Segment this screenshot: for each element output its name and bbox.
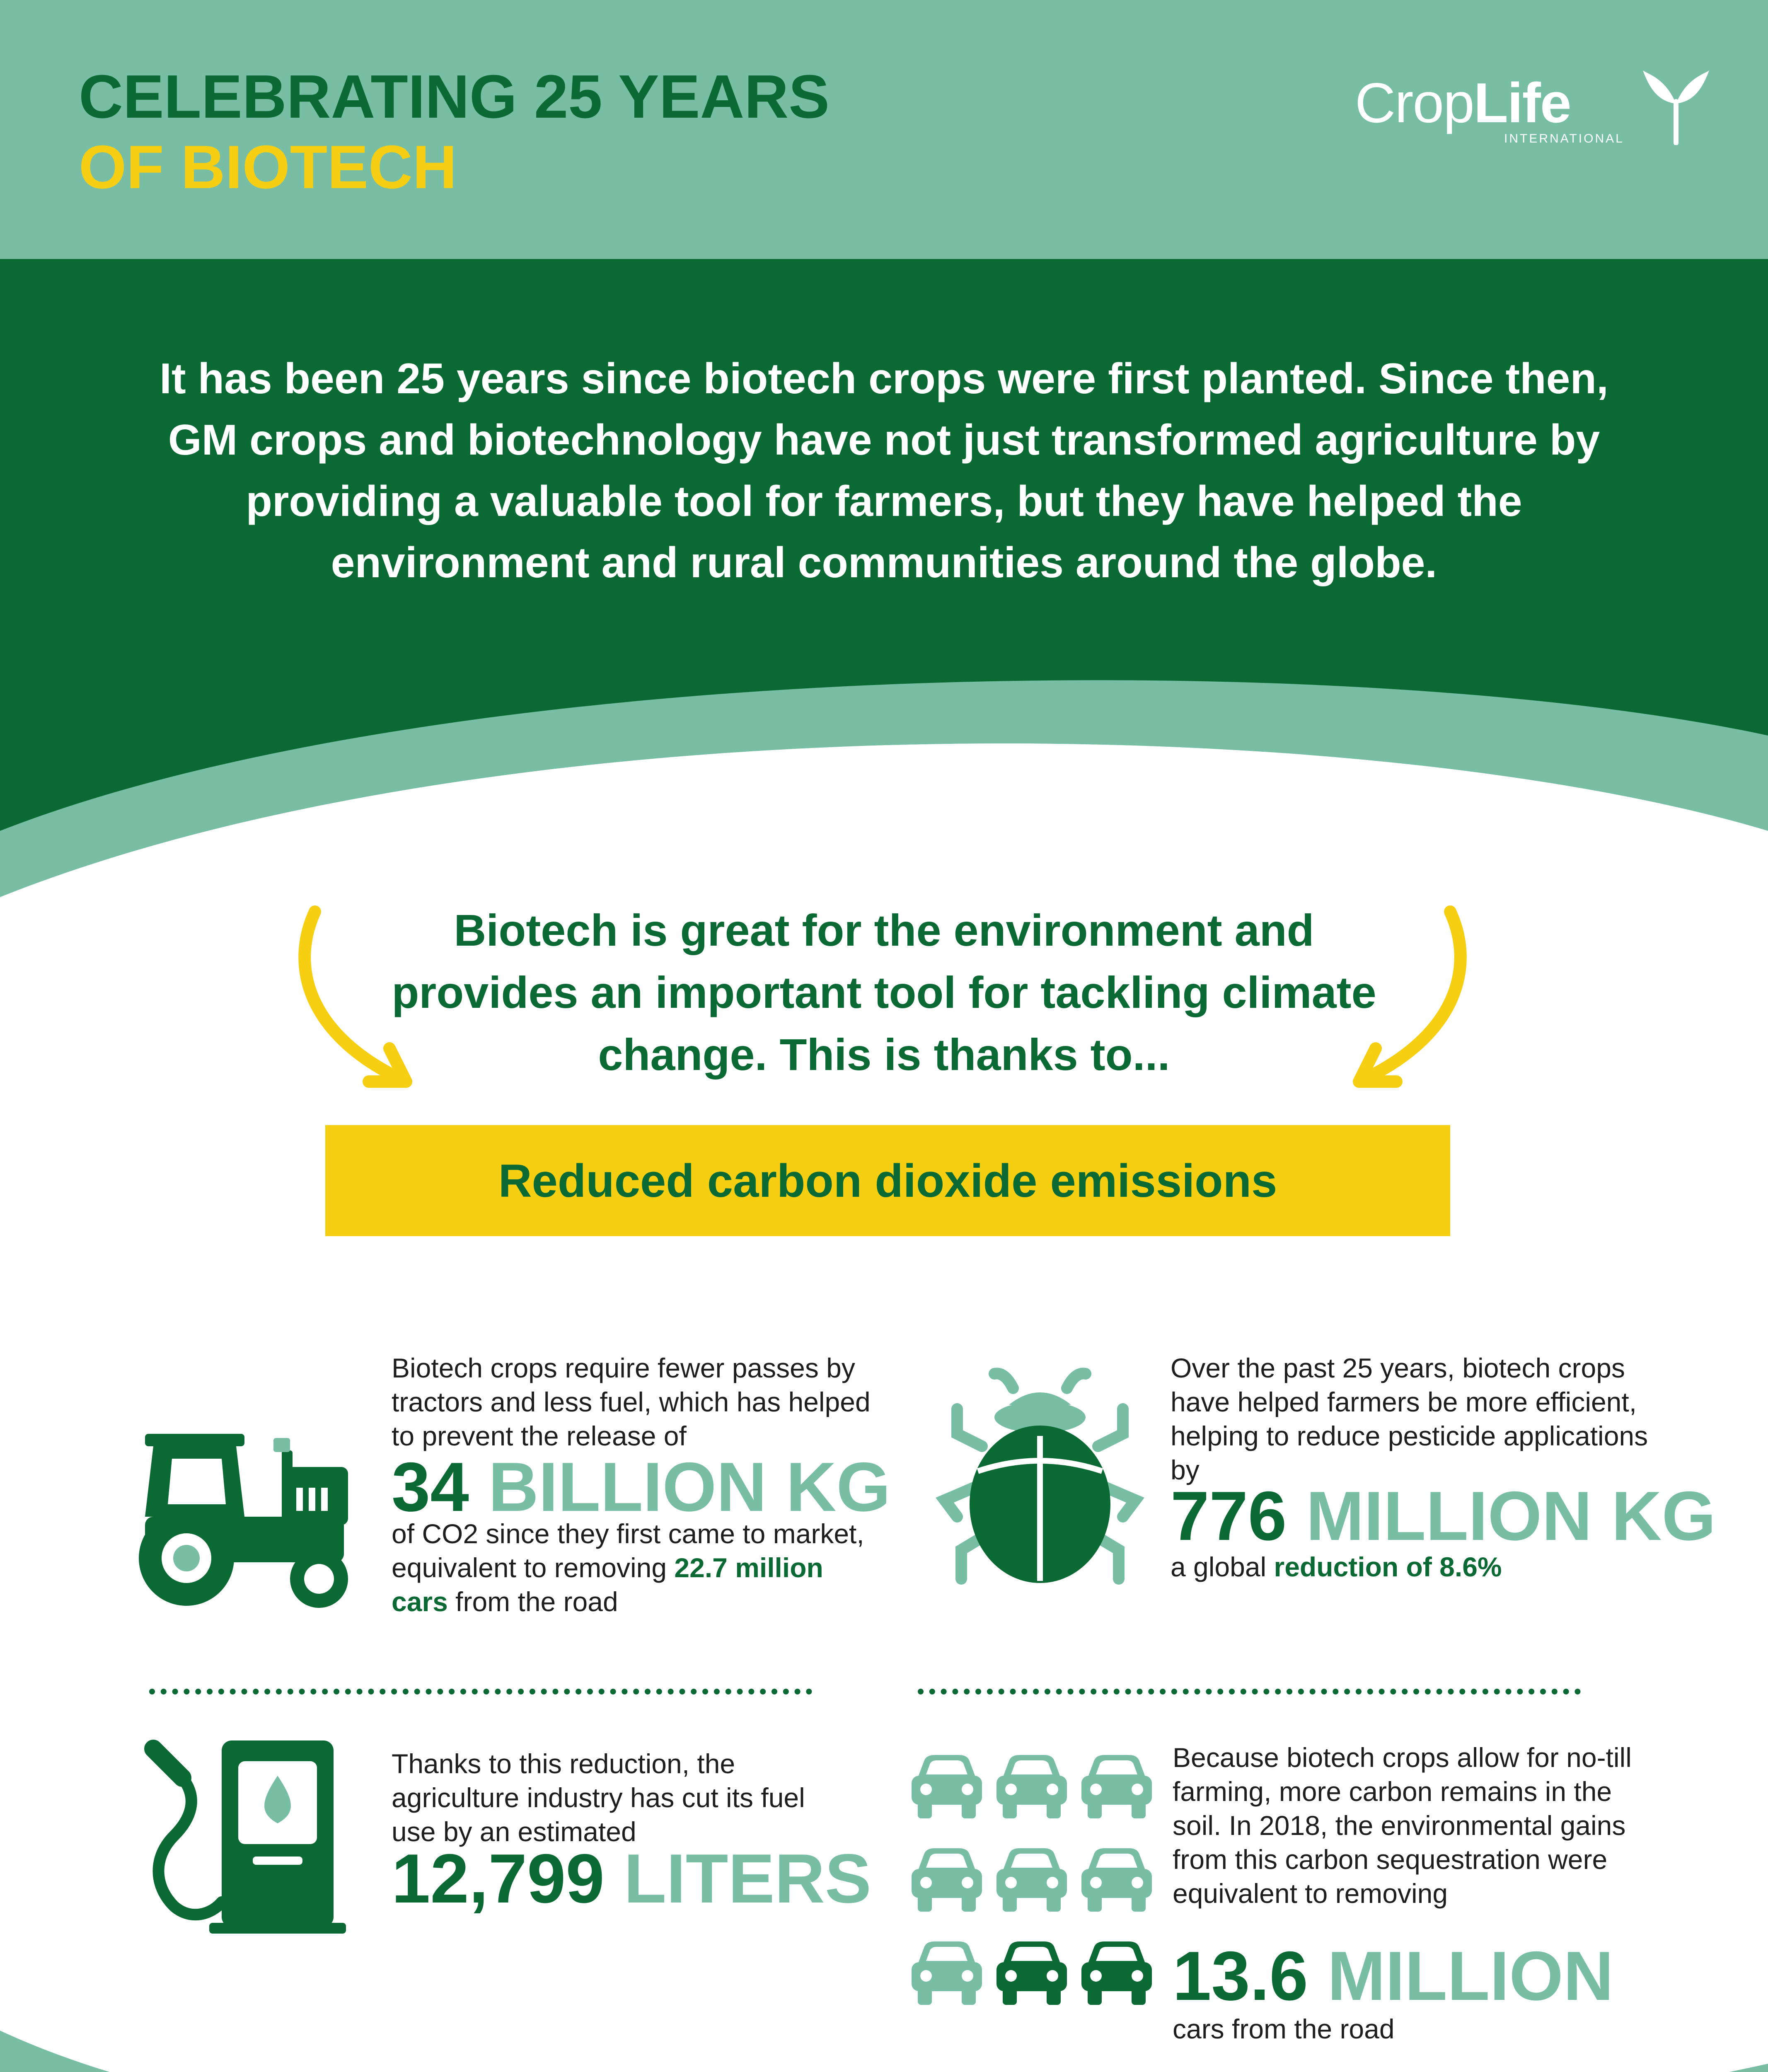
cars-stat-unit: MILLION: [1327, 1937, 1614, 2015]
car-icon-grid: [909, 1753, 1158, 2010]
divider-right: [918, 1689, 1581, 1694]
curved-arrow-right-icon: [1326, 899, 1483, 1098]
section-banner: [325, 1125, 1450, 1236]
beetle-icon: [932, 1363, 1148, 1595]
fuel-stat-unit: LITERS: [624, 1840, 871, 1917]
footer-band: [0, 2031, 1768, 2072]
page-title-line2: OF BIOTECH: [79, 133, 457, 201]
tractor-text-after: of CO2 since they first came to market, equivalent to removing 22.7 million cars from the road: [392, 1518, 864, 1617]
section-banner-label: Reduced carbon dioxide emissions: [498, 1155, 1277, 1207]
tractor-stat-number: 34: [392, 1448, 469, 1526]
tractor-highlight: 22.7 million cars: [392, 1552, 823, 1617]
cars-text-after: cars from the road: [1173, 2014, 1395, 2044]
tractor-stat-unit: BILLION KG: [488, 1448, 891, 1526]
logo-subtitle: INTERNATIONAL: [1504, 132, 1624, 145]
tractor-text-before: Biotech crops require fewer passes by tractors and less fuel, which has helped to prevent the release of: [392, 1353, 871, 1451]
tractor-stat: [392, 1448, 891, 1526]
tractor-icon: [133, 1421, 365, 1612]
logo-wordmark: CropLife: [1355, 71, 1571, 134]
fuel-pump-icon: [137, 1728, 352, 1935]
fuel-text-before: Thanks to this reduction, the agriculture industry has cut its fuel use by an estimated: [392, 1748, 805, 1847]
beetle-highlight: reduction of 8.6%: [1274, 1552, 1502, 1582]
beetle-text-before: Over the past 25 years, biotech crops have helped farmers be more efficient, helping to reduce pesticide applications by: [1171, 1353, 1648, 1485]
sprout-icon: [1641, 62, 1711, 145]
fuel-stat: [392, 1842, 871, 1915]
fuel-stat-number: 12,799: [392, 1840, 605, 1917]
headline-text: Biotech is great for the environment and provides an important tool for tackling climate change. This is thanks to...: [392, 905, 1376, 1080]
page-title-line1: CELEBRATING 25 YEARS: [79, 63, 830, 131]
cars-stat-number: 13.6: [1173, 1937, 1308, 2015]
croplife-logo: [1355, 62, 1720, 153]
cars-text-before: Because biotech crops allow for no-till farming, more carbon remains in the soil. In 2018, the environmental gains from this carbon sequestration were equivalent to removing: [1173, 1742, 1632, 1909]
beetle-stat-unit: MILLION KG: [1306, 1477, 1716, 1555]
cars-stat: [1173, 1937, 1614, 2015]
beetle-stat-number: 776: [1171, 1477, 1287, 1555]
divider-left: [149, 1689, 812, 1694]
beetle-text-after: a global reduction of 8.6%: [1171, 1552, 1502, 1582]
intro-paragraph: It has been 25 years since biotech crops were first planted. Since then, GM crops and biotechnology have not just transformed agriculture by providing a valuable tool for farmers, but they have helped the environment and rural communities around the globe.: [160, 355, 1608, 587]
beetle-stat: [1171, 1477, 1716, 1555]
